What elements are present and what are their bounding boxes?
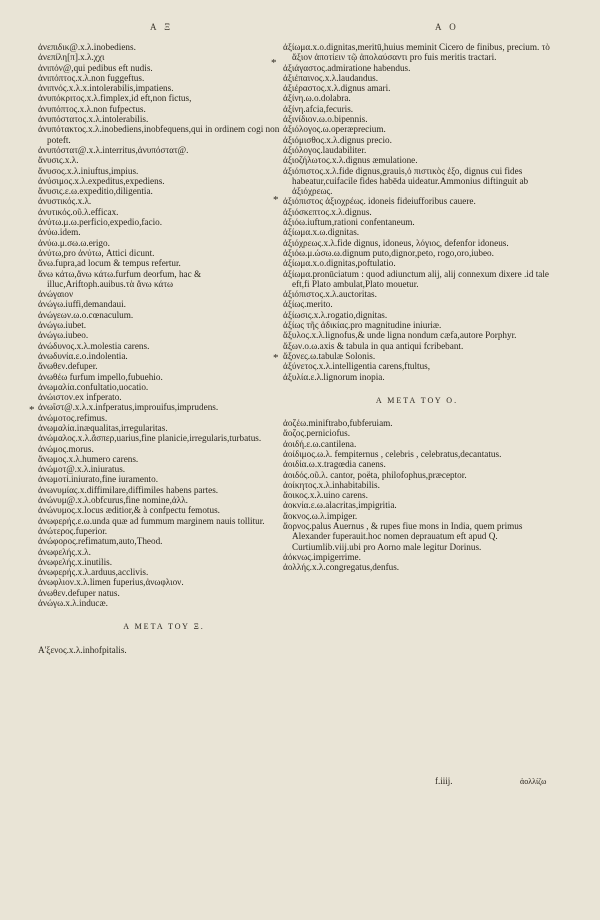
dictionary-entry: ἀνώμος.morus. <box>38 443 94 454</box>
dictionary-entry: ἀνύω.idem. <box>38 227 81 238</box>
marginal-asterisk: * <box>273 194 279 206</box>
catchword: ἀολλίζω <box>520 777 547 786</box>
dictionary-entry: ἄνωμος.x.λ.humero carens. <box>38 453 139 464</box>
dictionary-entry: ἀολλής.x.λ.congregatus,denfus. <box>283 562 400 573</box>
dictionary-entry: ἄνυσος.x.λ.iniuftus,impius. <box>38 165 139 176</box>
dictionary-entry: ἀνωφλιον.x.λ.limen fuperius,ἀνωφλιον. <box>38 577 184 588</box>
dictionary-entry: ἀξυλία.ε.λ.lignorum inopia. <box>283 371 385 382</box>
dictionary-entry: ἀνώμοτος.refimus. <box>38 412 108 423</box>
dictionary-entry: ἀξίνη.afcia,fecuris. <box>283 103 354 114</box>
dictionary-entry: ἀνώδυνος.x.λ.molestia carens. <box>38 340 150 351</box>
right-after-section <box>283 418 551 572</box>
dictionary-entry: ἄνωθεν.defuper. <box>38 361 98 372</box>
section-heading-left: Α ΜΕΤΑ ΤΟΥ Ξ. <box>123 622 205 632</box>
running-head-right: A O <box>435 22 459 32</box>
dictionary-entry: ἀνώγω.x.λ.inducæ. <box>38 598 108 609</box>
dictionary-entry: ἀνωμαλία.inæqualitas,irregularitas. <box>38 422 168 433</box>
dictionary-entry: ἄοζος.perniciofus. <box>283 428 351 439</box>
dictionary-entry: ἀνώγω.iubeo. <box>38 330 89 341</box>
dictionary-entry: ἀξιάγαστος.admiratione habendus. <box>283 62 411 73</box>
dictionary-entry: ἀνώγεων.ω.ο.cœnaculum. <box>38 309 134 320</box>
dictionary-entry: ἀνώμαλος.x.λ.ἄσπερ,uarius,fine planicie,irregularis,turbatus. <box>38 433 262 444</box>
dictionary-entry: ἀξίωμα.x.ο.dignitas,meritū,huius meminit Cicero de finibus, precium. τὸ ἄξιον ἀποτίειν τῷ ἀπολαύσαντι pro fuis meritis tractari. <box>283 42 550 63</box>
dictionary-entry: ἀνώφορος.refimatum,auto,Theod. <box>38 536 163 547</box>
dictionary-entry: ἀξιόλογος.laudabiliter. <box>283 144 367 155</box>
dictionary-entry: ἄξονες.ω.tabulæ Solonis. <box>283 350 376 361</box>
dictionary-entry: ἀνώγω.iuffi,demandaui. <box>38 299 126 310</box>
left-after-section <box>38 645 290 655</box>
dictionary-entry: ἀξιέπαινος.x.λ.laudandus. <box>283 72 379 83</box>
dictionary-entry: ἀνιπόν@,qui pedibus eft nudis. <box>38 62 153 73</box>
dictionary-entry: ἀνωθεν.defuper natus. <box>38 587 120 598</box>
dictionary-entry: ἄορνος.palus Auernus , & rupes fiue mons in India, quem primus Alexander fuperauit.hoc nomen deprauatum eft apud Q. Curtiumlib.viij.ubi pro Aorno male legitur Dorinus. <box>283 521 523 552</box>
dictionary-entry: ἀξιόπιστος.x.λ.fide dignus,grauis,ὁ πιστικὸς ἐξο, dignus cui fides habeatur,cuifacile fides habēda uideatur.Ammonius diftinguit ab ἀξιόχρεως. <box>283 165 529 197</box>
dictionary-entry: ἀοιδός.οῦ.λ. cantor, poëta, philofophus,præceptor. <box>283 469 467 480</box>
dictionary-entry: ἀξιόπιστος.x.λ.auctoritas. <box>283 289 377 300</box>
dictionary-entry: ἀνύω.μ.σω.ω.erigo. <box>38 237 110 248</box>
dictionary-entry: ἀνυπόστατος.x.λ.intolerabilis. <box>38 114 149 125</box>
dictionary-entry: ἀξίνη.ω.ο.dolabra. <box>283 93 351 104</box>
dictionary-entry: ἀνωνυμίας.x.diffimilare,diffimiles habens partes. <box>38 484 219 495</box>
dictionary-entry: ἀξιόμισθος.x.λ.dignus precio. <box>283 134 392 145</box>
dictionary-entry: ἀοίδιμος.ω.λ. fempiternus , celebris , celebratus,decantatus. <box>283 448 502 459</box>
dictionary-entry: ἄνω κάτω,ἄνω κάτω.furfum deorfum, hac & illuc,Ariftoph.auibus.τὰ ἄνω κάτω <box>38 268 202 289</box>
dictionary-entry: ἀξίωμα.pronūciatum : quod adiunctum alij, alij connexum dixere .id tale eft,fi Plato ambulat,Plato mouetur. <box>283 268 549 289</box>
dictionary-entry: ἀνωμοτί.iniurato,fine iuramento. <box>38 474 158 485</box>
dictionary-entry: ἀξιόχρεως.x.λ.fide dignus, idoneus, λόγιος, defenfor idoneus. <box>283 237 509 248</box>
dictionary-entry: ἄοκνος.ω.λ.impiger. <box>283 510 358 521</box>
dictionary-entry: ἀνωφελής.x.inutilis. <box>38 556 113 567</box>
dictionary-entry: ἀξιόπιστος ἀξιοχρέως. idoneis fideiufforibus cauere. <box>283 196 476 207</box>
dictionary-entry: ἀξιόω.μ.ώσω.ω.dignum puto,dignor,peto, rogo,oro,iubeo. <box>283 247 494 258</box>
dictionary-entry: ἀνωθέω furfum impello,fubuehio. <box>38 371 163 382</box>
dictionary-entry: ἀξιόω.iuftum,rationi confentaneum. <box>283 217 415 228</box>
dictionary-entry: ἀνεπίλη[π].x.λ.χχι <box>38 52 105 63</box>
dictionary-entry: ἄοικος.x.λ.uino carens. <box>283 490 368 501</box>
dictionary-entry: ἀνύτω,pro ἀνύτω, Attici dicunt. <box>38 247 155 258</box>
marginal-asterisk: * <box>273 352 279 364</box>
dictionary-entry: ἀνωφελής.x.λ. <box>38 546 91 557</box>
right-column <box>283 42 551 573</box>
left-entries <box>38 42 290 608</box>
dictionary-entry: ἀοιδία.ω.x.tragœdia canens. <box>283 459 386 470</box>
dictionary-entry: ἀνιπόπτος.x.λ.non fuggeftus. <box>38 72 145 83</box>
dictionary-entry: ἀνώιστον.ex infperato. <box>38 392 122 403</box>
folio-signature: f.iiij. <box>435 776 453 786</box>
dictionary-entry: ἀξινίδιον.ω.ο.bipennis. <box>283 114 368 125</box>
dictionary-entry: ἀξιέραστος.x.λ.dignus amari. <box>283 83 391 94</box>
dictionary-entry: ἀνυτικός.οῦ.λ.efficax. <box>38 206 119 217</box>
dictionary-entry: ἄνω.fupra,ad locum & tempus refertur. <box>38 258 181 269</box>
marginal-asterisk: * <box>29 404 35 416</box>
section-heading-right: Α ΜΕΤΑ ΤΟΥ Ο. <box>375 395 459 405</box>
dictionary-entry: ἀξίωμα.x.ο.dignitas,poftulatio. <box>283 258 396 269</box>
dictionary-entry: ἀνώτερος.fuperior. <box>38 525 108 536</box>
dictionary-entry: ἀνωΐστ@.x.λ.x.infperatus,improuifus,imprudens. <box>38 402 219 413</box>
dictionary-entry: ἄξων.ο.ω.axis & tabula in qua antiqui fcribebant. <box>283 340 464 351</box>
dictionary-entry: ἀνυπόστατ@.x.λ.interritus,ἀνυπόστατ@. <box>38 144 189 155</box>
dictionary-entry: ἀοιδή.ε.ω.cantilena. <box>283 438 357 449</box>
marginal-asterisk: * <box>271 57 277 69</box>
dictionary-entry: ἀνωδυνία.ε.ο.indolentia. <box>38 350 128 361</box>
dictionary-entry: ἀνώνυμος.x.locus æditior,& à confpectu femotus. <box>38 505 220 516</box>
dictionary-entry: ἀοκνία.ε.ω.alacritas,impigritia. <box>283 500 397 511</box>
dictionary-entry: ἀνιπνός.x.λ.x.intolerabilis,impatiens. <box>38 83 174 94</box>
dictionary-entry: ἀξίως τῆς ἀδικίας.pro magnitudine iniuriæ. <box>283 320 442 331</box>
dictionary-entry: ἀόκνως.impigerrime. <box>283 551 361 562</box>
dictionary-entry: ἀξιοζήλωτος.x.λ.dignus æmulatione. <box>283 155 418 166</box>
dictionary-entry: ἀνωμαλία.confultatio,uocatio. <box>38 381 149 392</box>
dictionary-entry: ἄνυσις.ε.ω.expeditio,diligentia. <box>38 186 153 197</box>
dictionary-entry: ἀνυπόπτος.x.λ.non fufpectus. <box>38 103 146 114</box>
dictionary-entry: ἀξιόλογος.ω.operæprecium. <box>283 124 386 135</box>
dictionary-entry: ἀνεπιδικ@.x.λ.inobediens. <box>38 42 136 52</box>
dictionary-entry: ἀνύτω.μ.ω.perficio,expedio,facio. <box>38 217 163 228</box>
dictionary-entry: ἀνυπόκριτος.x.λ.fimplex,id eft,non fictus, <box>38 93 192 104</box>
dictionary-entry: ἀξίωμα.x.ω.dignitas. <box>283 227 360 238</box>
dictionary-entry: ἀνύσιμος.x.λ.expeditus,expediens. <box>38 175 165 186</box>
right-entries <box>283 42 551 382</box>
dictionary-entry: ἄξυλος.x.λ.lignofus,& unde ligna nondum cæfa,autore Porphyr. <box>283 330 517 341</box>
left-column <box>38 42 290 655</box>
dictionary-entry: ἀξύνετος.x.λ.intelligentia carens,ftultus, <box>283 361 431 372</box>
dictionary-entry: ἀνώγω.iubet. <box>38 320 87 331</box>
dictionary-entry: ἀνωφερής.ε.ω.unda quæ ad fummum marginem nauis tollitur. <box>38 515 265 526</box>
dictionary-entry: ἀνωφερής.x.λ.arduus,acclivis. <box>38 567 149 578</box>
dictionary-entry: ἀνώνυμ@.x.λ.obfcurus,fine nomine,ἀλλ. <box>38 495 188 506</box>
dictionary-entry: ἀνυστικός.x.λ. <box>38 196 92 207</box>
dictionary-entry: ἀνυπότακτος.x.λ.inobediens,inobfequens,qui in ordinem cogi non poteft. <box>38 124 280 145</box>
running-head-left: A Ξ <box>150 22 174 32</box>
dictionary-entry: ἀνώμοτ@.x.λ.iniuratus. <box>38 464 126 475</box>
dictionary-entry: ἄνυσις.x.λ. <box>38 155 79 166</box>
dictionary-entry: ἀοζέω.miniftrabo,fubferuiam. <box>283 418 393 429</box>
dictionary-entry: ἀξίως.merito. <box>283 299 333 310</box>
dictionary-entry: Α'ξενος.x.λ.inhofpitalis. <box>38 644 127 655</box>
dictionary-entry: ἀνώγαιον <box>38 289 74 300</box>
dictionary-entry: ἀξιόσκεπτος.x.λ.dignus. <box>283 206 372 217</box>
dictionary-entry: ἀοίκητος.x.λ.inhabitabilis. <box>283 479 380 490</box>
dictionary-entry: ἀξίωσις.x.λ.rogatio,dignitas. <box>283 309 388 320</box>
